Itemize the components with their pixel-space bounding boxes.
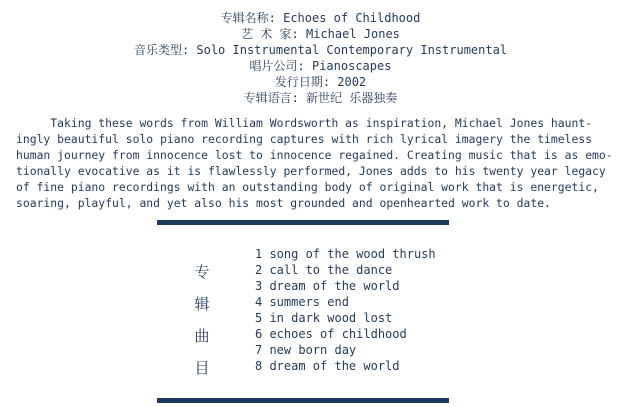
tracklist-heading-char: 专: [194, 263, 210, 281]
top-divider: [157, 220, 449, 225]
album-info: [0, 10, 641, 106]
track-item: 6 echoes of childhood: [255, 327, 407, 341]
album-label-line: 唱片公司: Pianoscapes: [249, 59, 392, 73]
description-line: soaring, playful, and yet also his most grounded and openhearted work to date.: [16, 196, 551, 210]
track-item: 1 song of the wood thrush: [255, 247, 436, 261]
album-artist-line: 艺 术 家: Michael Jones: [241, 27, 400, 41]
description-line: tionally evocative as it is flawlessly performed, Jones adds to his twenty year legacy: [16, 164, 606, 178]
tracklist-heading-char: 目: [194, 359, 210, 377]
track-item: 2 call to the dance: [255, 263, 393, 277]
track-item: 3 dream of the world: [255, 279, 400, 293]
description-line: human journey from innocence lost to innocence regained. Creating music that is as emo-: [16, 148, 613, 162]
album-release-line: 发行日期: 2002: [274, 75, 367, 89]
tracklist-heading-char: 曲: [194, 327, 210, 345]
track-item: 4 summers end: [255, 295, 349, 309]
album-genre-line: 音乐类型: Solo Instrumental Contemporary Instrumental: [133, 43, 508, 57]
album-title-line: 专辑名称: Echoes of Childhood: [220, 11, 421, 25]
tracklist-heading-char: 辑: [194, 295, 210, 313]
album-language-line: 专辑语言: 新世纪 乐器独奏: [243, 91, 398, 105]
description-line: Taking these words from William Wordsworth as inspiration, Michael Jones haunt-: [16, 116, 593, 130]
bottom-divider: [157, 398, 449, 403]
track-list: [255, 246, 436, 374]
track-item: 5 in dark wood lost: [255, 311, 393, 325]
tracklist-heading: [190, 256, 214, 384]
album-description: [16, 115, 632, 211]
description-line: ingly beautiful solo piano recording captures with rich lyrical imagery the timeless: [16, 132, 593, 146]
track-item: 7 new born day: [255, 343, 357, 357]
track-item: 8 dream of the world: [255, 359, 400, 373]
description-line: of fine piano recordings with an outstanding body of original work that is energetic,: [16, 180, 599, 194]
